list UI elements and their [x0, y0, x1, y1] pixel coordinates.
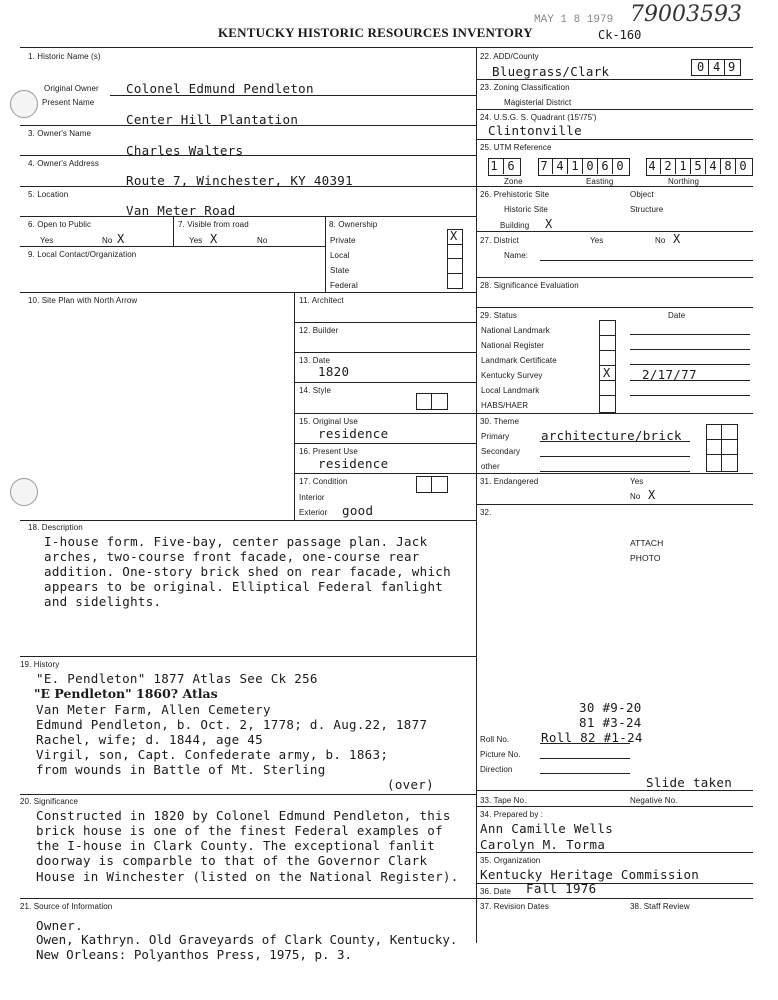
condition-exterior-label: Exterior: [299, 508, 328, 517]
roll-no-label: Roll No.: [480, 735, 510, 744]
owners-name-value: Charles Walters: [126, 143, 244, 158]
photo-field-label: 32.: [480, 508, 492, 517]
location-label: 5. Location: [28, 190, 69, 199]
rule: [476, 806, 753, 807]
rule: [20, 520, 476, 521]
historic-site-label: Historic Site: [504, 205, 548, 214]
condition-exterior-value: good: [342, 503, 374, 518]
significance-evaluation-label: 28. Significance Evaluation: [480, 281, 579, 290]
original-use-label: 15. Original Use: [299, 417, 358, 426]
utm-digit: 5: [690, 158, 705, 174]
theme-secondary-label: Secondary: [481, 447, 521, 456]
visible-yes-mark: X: [210, 232, 218, 246]
utm-digit: 0: [735, 158, 750, 174]
prepared-by-label: 34. Prepared by :: [480, 810, 544, 819]
district-no-label: No: [655, 236, 666, 245]
building-label: Building: [500, 221, 530, 230]
open-yes-label: Yes: [40, 236, 54, 245]
rule: [540, 758, 630, 759]
utm-digit: 4: [552, 158, 567, 174]
ownership-local-label: Local: [330, 251, 350, 260]
status-national-register: National Register: [481, 341, 545, 350]
rule: [20, 125, 476, 126]
status-local-landmark: Local Landmark: [481, 386, 540, 395]
preparer-name: Carolyn M. Torma: [480, 837, 606, 852]
organization-label: 35. Organization: [480, 856, 541, 865]
original-use-value: residence: [318, 426, 389, 441]
ownership-label: 8. Ownership: [329, 220, 378, 229]
architect-label: 11. Architect: [299, 296, 344, 305]
endangered-no-mark: X: [648, 488, 656, 502]
photo-label: PHOTO: [630, 553, 661, 563]
structure-label: Structure: [630, 205, 664, 214]
history-line: Edmund Pendleton, b. Oct. 2, 1778; d. Aug.22, 1877: [36, 717, 428, 732]
rule: [540, 260, 753, 261]
rule: [540, 773, 630, 774]
ownership-federal-label: Federal: [330, 281, 358, 290]
endangered-label: 31. Endangered: [480, 477, 539, 486]
utm-northing-label: Northing: [668, 177, 700, 186]
rule: [20, 155, 476, 156]
rule: [20, 186, 476, 187]
description-line: addition. One-story brick shed on rear facade, which: [44, 564, 451, 579]
received-stamp: MAY 1 8 1979: [534, 14, 614, 26]
quadrant-label: 24. U.S.G. S. Quadrant (15'/75'): [480, 113, 597, 122]
rule: [431, 393, 432, 409]
significance-label: 20. Significance: [20, 797, 79, 806]
rule: [630, 334, 750, 335]
description-line: I-house form. Five-bay, center passage plan. Jack: [44, 534, 428, 549]
theme-primary-value: architecture/brick: [541, 428, 682, 443]
present-name-label: Present Name: [42, 98, 95, 107]
revision-dates-label: 37. Revision Dates: [480, 902, 549, 911]
rule: [706, 439, 737, 440]
rule: [721, 424, 722, 471]
utm-digit: 1: [567, 158, 582, 174]
rule: [540, 441, 690, 442]
rule: [599, 335, 615, 336]
negative-no-label: Negative No.: [630, 796, 678, 805]
rule: [294, 382, 476, 383]
add-county-label: 22. ADD/County: [480, 52, 539, 61]
rule: [20, 292, 476, 293]
present-use-value: residence: [318, 456, 389, 471]
local-contact-label: 9. Local Contact/Organization: [28, 250, 137, 259]
column-divider: [476, 47, 477, 943]
status-habs-haer: HABS/HAER: [481, 401, 529, 410]
rule: [540, 456, 690, 457]
rule: [476, 139, 753, 140]
rule: [706, 454, 737, 455]
source-line: New Orleans: Polyanthos Press, 1975, p. 3.: [36, 947, 353, 962]
rule: [294, 322, 476, 323]
rule: [476, 413, 753, 414]
description-line: and sidelights.: [44, 594, 162, 609]
rule: [540, 471, 690, 472]
rule: [294, 443, 476, 444]
zoning-value: Magisterial District: [504, 98, 572, 107]
rule: [20, 794, 476, 795]
rule: [476, 109, 753, 110]
accession-number: 79003593: [630, 2, 742, 27]
owners-address-value: Route 7, Winchester, KY 40391: [126, 173, 353, 188]
owners-address-label: 4. Owner's Address: [28, 159, 99, 168]
rule: [630, 380, 750, 381]
utm-digit: 0: [612, 158, 627, 174]
rule: [540, 743, 630, 744]
rule: [476, 79, 753, 80]
theme-other-label: other: [481, 462, 500, 471]
rule: [476, 186, 753, 187]
kentucky-survey-mark: X: [603, 366, 611, 380]
utm-digit: 6: [503, 158, 518, 174]
rule: [630, 349, 750, 350]
significance-line: doorway is comparble to that of the Governor Clark: [36, 853, 428, 868]
kentucky-survey-date: 2/17/77: [642, 367, 697, 382]
rule: [599, 395, 615, 396]
rule: [20, 898, 476, 899]
rule: [476, 504, 753, 505]
significance-line: Constructed in 1820 by Colonel Edmund Pendleton, this: [36, 808, 451, 823]
utm-digit: 4: [648, 159, 656, 173]
rule: [476, 883, 753, 884]
rule: [447, 258, 462, 259]
roll-entry: 81 #3-24: [579, 715, 642, 730]
rule: [20, 656, 476, 657]
significance-line: House in Winchester (listed on the National Register).: [36, 869, 459, 884]
rule: [294, 413, 476, 414]
history-line: "E Pendleton" 1860? Atlas: [34, 686, 218, 701]
endangered-yes-label: Yes: [630, 477, 644, 486]
source-line: Owen, Kathryn. Old Graveyards of Clark County, Kentucky.: [36, 932, 458, 947]
description-label: 18. Description: [28, 523, 83, 532]
location-value: Van Meter Road: [126, 203, 236, 218]
date-value: 1820: [318, 364, 350, 379]
quadrant-value: Clintonville: [488, 123, 582, 138]
county-code-digit: 4: [713, 60, 721, 74]
style-code-box: [416, 393, 448, 410]
significance-line: brick house is one of the finest Federal examples of: [36, 823, 443, 838]
rule: [20, 246, 325, 247]
utm-digit: 8: [720, 158, 735, 174]
utm-digit: 2: [660, 158, 675, 174]
status-kentucky-survey: Kentucky Survey: [481, 371, 543, 380]
description-line: appears to be original. Elliptical Federal fanlight: [44, 579, 444, 594]
rule: [476, 852, 753, 853]
date-label: 13. Date: [299, 356, 331, 365]
rule: [630, 395, 750, 396]
builder-label: 12. Builder: [299, 326, 339, 335]
rule: [294, 473, 476, 474]
utm-digit: 7: [540, 159, 548, 173]
history-line: from wounds in Battle of Mt. Sterling: [36, 762, 326, 777]
rule: [476, 898, 753, 899]
prep-date-label: 36. Date: [480, 887, 512, 896]
ownership-private-mark: X: [450, 229, 458, 243]
picture-no-label: Picture No.: [480, 750, 521, 759]
county-code-digit: 0: [697, 60, 705, 74]
prehistoric-site-label: 26. Prehistoric Site: [480, 190, 550, 199]
rule: [599, 350, 615, 351]
rule: [599, 380, 615, 381]
ownership-private-label: Private: [330, 236, 356, 245]
add-county-value: Bluegrass/Clark: [492, 64, 610, 79]
frame-top: [20, 47, 753, 48]
condition-interior-label: Interior: [299, 493, 325, 502]
tape-no-label: 33. Tape No.: [480, 796, 527, 805]
open-to-public-label: 6. Open to Public: [28, 220, 92, 229]
utm-digit: 6: [597, 158, 612, 174]
slide-taken-note: Slide taken: [646, 775, 733, 790]
form-code: Ck-160: [598, 28, 642, 42]
district-name-label: Name:: [504, 251, 529, 260]
rule: [630, 364, 750, 365]
rule: [294, 352, 476, 353]
rule: [110, 95, 476, 96]
rule: [294, 292, 295, 520]
utm-digit: 0: [582, 158, 597, 174]
description-line: arches, two-course front facade, one-course rear: [44, 549, 420, 564]
style-label: 14. Style: [299, 386, 332, 395]
rule: [447, 244, 462, 245]
visible-no-label: No: [257, 236, 268, 245]
rule: [325, 216, 326, 292]
visible-from-road-label: 7. Visible from road: [178, 220, 249, 229]
utm-digit: 4: [705, 158, 720, 174]
visible-yes-label: Yes: [189, 236, 203, 245]
ownership-state-label: State: [330, 266, 350, 275]
rule: [476, 307, 753, 308]
history-line: Van Meter Farm, Allen Cemetery: [36, 702, 271, 717]
source-line: Owner.: [36, 918, 83, 933]
utm-zone-label: Zone: [504, 177, 523, 186]
prep-date-value: Fall 1976: [526, 881, 597, 896]
attach-label: ATTACH: [630, 538, 664, 548]
county-code-digit: 9: [728, 60, 736, 74]
historic-name-label: 1. Historic Name (s): [28, 52, 101, 61]
open-no-label: No: [102, 236, 113, 245]
status-landmark-certificate: Landmark Certificate: [481, 356, 557, 365]
history-label: 19. History: [20, 660, 60, 669]
punch-hole-middle: [10, 478, 38, 506]
original-owner-label: Original Owner: [44, 84, 99, 93]
history-line: Virgil, son, Capt. Confederate army, b. 1863;: [36, 747, 389, 762]
significance-line: the I-house in Clark County. The exceptional fanlit: [36, 838, 436, 853]
status-national-landmark: National Landmark: [481, 326, 550, 335]
source-label: 21. Source of Information: [20, 902, 113, 911]
original-owner-value: Colonel Edmund Pendleton: [126, 81, 314, 96]
theme-label: 30. Theme: [480, 417, 519, 426]
site-plan-label: 10. Site Plan with North Arrow: [28, 296, 138, 305]
rule: [20, 216, 476, 217]
rule: [708, 59, 709, 75]
rule: [476, 277, 753, 278]
form-title: KENTUCKY HISTORIC RESOURCES INVENTORY: [218, 25, 533, 40]
theme-primary-label: Primary: [481, 432, 510, 441]
owners-name-label: 3. Owner's Name: [28, 129, 92, 138]
rule: [724, 59, 725, 75]
theme-code-grid: [706, 424, 738, 472]
history-over-note: (over): [387, 777, 434, 792]
utm-digit: 1: [675, 158, 690, 174]
object-label: Object: [630, 190, 654, 199]
rule: [476, 473, 753, 474]
district-no-mark: X: [673, 232, 681, 246]
present-name-value: Center Hill Plantation: [126, 112, 299, 127]
endangered-no-label: No: [630, 492, 641, 501]
roll-entry: 30 #9-20: [579, 700, 642, 715]
roll-entry: Roll 82 #1-24: [541, 730, 643, 745]
rule: [173, 216, 174, 246]
open-no-mark: X: [117, 232, 125, 246]
condition-code-box: [416, 476, 448, 493]
history-line: Rachel, wife; d. 1844, age 45: [36, 732, 263, 747]
present-use-label: 16. Present Use: [299, 447, 358, 456]
rule: [431, 476, 432, 492]
status-label: 29. Status: [480, 311, 518, 320]
district-label: 27. District: [480, 236, 519, 245]
status-date-label: Date: [668, 311, 686, 320]
history-line: "E. Pendleton" 1877 Atlas See Ck 256: [36, 671, 318, 686]
organization-value: Kentucky Heritage Commission: [480, 867, 700, 882]
staff-review-label: 38. Staff Review: [630, 902, 690, 911]
punch-hole-top: [10, 90, 38, 118]
condition-label: 17. Condition: [299, 477, 348, 486]
rule: [476, 790, 753, 791]
preparer-name: Ann Camille Wells: [480, 821, 614, 836]
rule: [476, 231, 753, 232]
direction-label: Direction: [480, 765, 513, 774]
building-mark: X: [545, 217, 553, 231]
utm-digit: 1: [490, 159, 498, 173]
rule: [447, 273, 462, 274]
utm-easting-label: Easting: [586, 177, 614, 186]
utm-label: 25. UTM Reference: [480, 143, 552, 152]
district-yes-label: Yes: [590, 236, 604, 245]
zoning-label: 23. Zoning Classification: [480, 83, 570, 92]
